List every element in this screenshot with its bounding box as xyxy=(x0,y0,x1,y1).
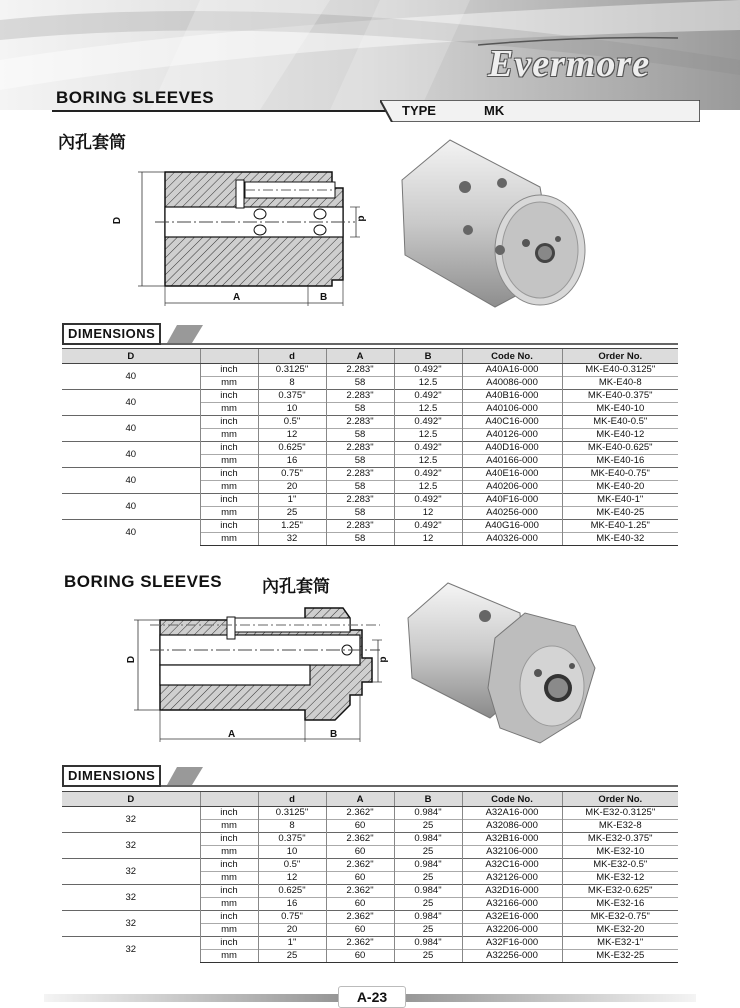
cell-d: 8 xyxy=(258,377,326,390)
page-title: BORING SLEEVES xyxy=(56,88,215,107)
table-header-row xyxy=(62,349,678,364)
cell-D: 32 xyxy=(62,807,200,833)
table-row xyxy=(62,807,678,820)
cell-A: 58 xyxy=(326,377,394,390)
cell-order: MK-E32-0.375" xyxy=(562,833,678,846)
table-row xyxy=(62,442,678,455)
cell-B: 0.492" xyxy=(394,494,462,507)
cell-unit: mm xyxy=(200,455,258,468)
cell-code: A32106-000 xyxy=(462,846,562,859)
cell-A: 58 xyxy=(326,455,394,468)
cell-B: 0.492" xyxy=(394,520,462,533)
cell-code: A40326-000 xyxy=(462,533,562,546)
cell-d: 1" xyxy=(258,494,326,507)
cell-order: MK-E40-32 xyxy=(562,533,678,546)
cell-B: 25 xyxy=(394,898,462,911)
table-row xyxy=(62,859,678,872)
cell-B: 25 xyxy=(394,820,462,833)
table-row xyxy=(62,390,678,403)
cell-order: MK-E40-16 xyxy=(562,455,678,468)
cell-code: A40F16-000 xyxy=(462,494,562,507)
cell-order: MK-E40-12 xyxy=(562,429,678,442)
cell-order: MK-E40-25 xyxy=(562,507,678,520)
table-row xyxy=(62,520,678,533)
cell-A: 60 xyxy=(326,924,394,937)
type-label: TYPE xyxy=(402,103,436,118)
dim-label-A-2: A xyxy=(228,729,236,740)
cell-B: 0.492" xyxy=(394,442,462,455)
table-row xyxy=(62,937,678,950)
cell-unit: mm xyxy=(200,872,258,885)
table-row xyxy=(62,364,678,377)
cell-B: 0.984" xyxy=(394,859,462,872)
cell-d: 0.75" xyxy=(258,468,326,481)
dimensions-table-1 xyxy=(62,348,678,546)
cell-d: 1" xyxy=(258,937,326,950)
cell-B: 12.5 xyxy=(394,455,462,468)
cell-D: 40 xyxy=(62,468,200,494)
cell-unit: inch xyxy=(200,364,258,377)
cell-A: 2.283" xyxy=(326,442,394,455)
cell-D: 40 xyxy=(62,364,200,390)
column-header: D xyxy=(62,792,200,807)
type-bar xyxy=(380,100,700,122)
cell-A: 58 xyxy=(326,481,394,494)
cell-d: 0.3125" xyxy=(258,364,326,377)
cell-d: 10 xyxy=(258,403,326,416)
cell-code: A40E16-000 xyxy=(462,468,562,481)
dimensions-label-2: DIMENSIONS xyxy=(62,765,161,787)
cell-order: MK-E32-0.75" xyxy=(562,911,678,924)
table-row xyxy=(62,468,678,481)
cell-A: 60 xyxy=(326,872,394,885)
column-header: d xyxy=(258,792,326,807)
cell-order: MK-E40-1" xyxy=(562,494,678,507)
cell-code: A32F16-000 xyxy=(462,937,562,950)
cell-A: 58 xyxy=(326,429,394,442)
cell-D: 40 xyxy=(62,494,200,520)
column-header: B xyxy=(394,349,462,364)
dim-label-d: d xyxy=(355,215,367,222)
cell-unit: inch xyxy=(200,833,258,846)
cell-D: 40 xyxy=(62,390,200,416)
column-header: A xyxy=(326,792,394,807)
cell-order: MK-E40-0.625" xyxy=(562,442,678,455)
cell-code: A40086-000 xyxy=(462,377,562,390)
cell-A: 2.283" xyxy=(326,390,394,403)
cell-B: 0.984" xyxy=(394,937,462,950)
column-header: Order No. xyxy=(562,349,678,364)
column-header: Code No. xyxy=(462,792,562,807)
cell-code: A40B16-000 xyxy=(462,390,562,403)
cell-order: MK-E32-20 xyxy=(562,924,678,937)
cell-unit: inch xyxy=(200,807,258,820)
cell-unit: inch xyxy=(200,390,258,403)
cell-order: MK-E32-10 xyxy=(562,846,678,859)
cell-d: 16 xyxy=(258,455,326,468)
cell-d: 0.3125" xyxy=(258,807,326,820)
cell-B: 12 xyxy=(394,507,462,520)
cell-order: MK-E32-25 xyxy=(562,950,678,963)
cell-d: 0.5" xyxy=(258,859,326,872)
cell-code: A32206-000 xyxy=(462,924,562,937)
cell-unit: mm xyxy=(200,950,258,963)
cell-B: 0.984" xyxy=(394,833,462,846)
cell-unit: mm xyxy=(200,533,258,546)
cell-unit: mm xyxy=(200,820,258,833)
column-header xyxy=(200,349,258,364)
cell-B: 0.984" xyxy=(394,885,462,898)
cell-B: 25 xyxy=(394,950,462,963)
cell-code: A40126-000 xyxy=(462,429,562,442)
cell-unit: mm xyxy=(200,429,258,442)
cell-code: A32256-000 xyxy=(462,950,562,963)
cell-order: MK-E32-0.5" xyxy=(562,859,678,872)
sleeve-3d-image-1 xyxy=(390,125,590,315)
cell-order: MK-E40-20 xyxy=(562,481,678,494)
cell-B: 0.984" xyxy=(394,807,462,820)
cell-d: 0.375" xyxy=(258,390,326,403)
cell-D: 40 xyxy=(62,416,200,442)
cell-A: 2.283" xyxy=(326,494,394,507)
type-value: MK xyxy=(484,103,505,118)
cell-B: 12 xyxy=(394,533,462,546)
column-header: B xyxy=(394,792,462,807)
dimensions-tab-2 xyxy=(62,765,678,787)
cell-A: 2.362" xyxy=(326,833,394,846)
cell-code: A32166-000 xyxy=(462,898,562,911)
dimensions-label: DIMENSIONS xyxy=(62,323,161,345)
table-row xyxy=(62,911,678,924)
cell-B: 0.492" xyxy=(394,468,462,481)
cell-order: MK-E40-1.25" xyxy=(562,520,678,533)
cell-A: 58 xyxy=(326,403,394,416)
cell-order: MK-E40-8 xyxy=(562,377,678,390)
cell-B: 0.984" xyxy=(394,911,462,924)
cell-A: 2.283" xyxy=(326,364,394,377)
cell-code: A32E16-000 xyxy=(462,911,562,924)
cell-A: 2.362" xyxy=(326,885,394,898)
cell-d: 1.25" xyxy=(258,520,326,533)
cell-order: MK-E32-1" xyxy=(562,937,678,950)
page-number: A-23 xyxy=(338,986,406,1008)
cell-B: 25 xyxy=(394,846,462,859)
cell-A: 58 xyxy=(326,533,394,546)
cell-order: MK-E32-12 xyxy=(562,872,678,885)
cell-order: MK-E40-0.375" xyxy=(562,390,678,403)
cell-unit: inch xyxy=(200,442,258,455)
cell-code: A32086-000 xyxy=(462,820,562,833)
cell-unit: inch xyxy=(200,885,258,898)
cell-unit: inch xyxy=(200,416,258,429)
cell-unit: inch xyxy=(200,937,258,950)
cell-code: A40D16-000 xyxy=(462,442,562,455)
cell-A: 2.283" xyxy=(326,416,394,429)
cell-D: 32 xyxy=(62,859,200,885)
cell-unit: inch xyxy=(200,468,258,481)
column-header: Code No. xyxy=(462,349,562,364)
cell-unit: mm xyxy=(200,377,258,390)
cell-d: 0.625" xyxy=(258,885,326,898)
cell-A: 2.283" xyxy=(326,468,394,481)
table-row xyxy=(62,494,678,507)
cell-d: 25 xyxy=(258,507,326,520)
cell-B: 0.492" xyxy=(394,416,462,429)
cell-code: A32B16-000 xyxy=(462,833,562,846)
cell-D: 40 xyxy=(62,520,200,546)
column-header: d xyxy=(258,349,326,364)
cell-code: A32126-000 xyxy=(462,872,562,885)
cell-order: MK-E32-0.625" xyxy=(562,885,678,898)
cell-A: 2.283" xyxy=(326,520,394,533)
column-header: Order No. xyxy=(562,792,678,807)
cell-A: 60 xyxy=(326,846,394,859)
cell-B: 12.5 xyxy=(394,481,462,494)
cell-code: A32C16-000 xyxy=(462,859,562,872)
table-row xyxy=(62,885,678,898)
brand-logo: Evermore xyxy=(488,43,651,85)
cell-B: 0.492" xyxy=(394,390,462,403)
cell-d: 0.5" xyxy=(258,416,326,429)
cell-unit: mm xyxy=(200,481,258,494)
chinese-title: 內孔套筒 xyxy=(58,133,126,152)
cell-code: A32A16-000 xyxy=(462,807,562,820)
cell-unit: inch xyxy=(200,494,258,507)
cell-B: 12.5 xyxy=(394,377,462,390)
cell-d: 16 xyxy=(258,898,326,911)
dimensions-table-2 xyxy=(62,791,678,963)
cell-A: 2.362" xyxy=(326,807,394,820)
sleeve-section-drawing-1 xyxy=(110,160,380,310)
cell-A: 60 xyxy=(326,950,394,963)
cell-code: A40106-000 xyxy=(462,403,562,416)
cell-d: 20 xyxy=(258,924,326,937)
cell-code: A40206-000 xyxy=(462,481,562,494)
cell-d: 25 xyxy=(258,950,326,963)
cell-unit: inch xyxy=(200,911,258,924)
cell-order: MK-E32-16 xyxy=(562,898,678,911)
sleeve-section-drawing-2 xyxy=(110,600,390,750)
cell-A: 2.362" xyxy=(326,937,394,950)
cell-unit: inch xyxy=(200,520,258,533)
dim-label-B-2: B xyxy=(330,729,338,740)
section-title-2: BORING SLEEVES xyxy=(64,572,223,591)
cell-code: A40A16-000 xyxy=(462,364,562,377)
table-header-row xyxy=(62,792,678,807)
cell-A: 2.362" xyxy=(326,859,394,872)
cell-unit: mm xyxy=(200,507,258,520)
cell-order: MK-E40-0.5" xyxy=(562,416,678,429)
dim-label-d-2: d xyxy=(377,656,389,663)
cell-d: 20 xyxy=(258,481,326,494)
dimensions-tab-1 xyxy=(62,323,678,345)
cell-A: 58 xyxy=(326,507,394,520)
cell-code: A40C16-000 xyxy=(462,416,562,429)
column-header xyxy=(200,792,258,807)
cell-order: MK-E40-0.75" xyxy=(562,468,678,481)
cell-unit: mm xyxy=(200,898,258,911)
cell-d: 0.75" xyxy=(258,911,326,924)
cell-A: 60 xyxy=(326,898,394,911)
cell-order: MK-E40-0.3125" xyxy=(562,364,678,377)
dim-label-A: A xyxy=(233,292,241,303)
cell-B: 12.5 xyxy=(394,403,462,416)
dim-label-B: B xyxy=(320,292,328,303)
cell-order: MK-E32-0.3125" xyxy=(562,807,678,820)
cell-unit: mm xyxy=(200,924,258,937)
cell-d: 12 xyxy=(258,872,326,885)
cell-unit: mm xyxy=(200,846,258,859)
dim-label-D-2: D xyxy=(126,655,138,664)
cell-code: A32D16-000 xyxy=(462,885,562,898)
dim-label-D: D xyxy=(112,216,124,225)
table-row xyxy=(62,833,678,846)
table-row xyxy=(62,416,678,429)
cell-D: 32 xyxy=(62,885,200,911)
cell-order: MK-E32-8 xyxy=(562,820,678,833)
cell-d: 10 xyxy=(258,846,326,859)
cell-D: 32 xyxy=(62,911,200,937)
cell-B: 25 xyxy=(394,924,462,937)
sleeve-3d-image-2 xyxy=(400,578,600,748)
cell-B: 0.492" xyxy=(394,364,462,377)
section-chinese-title-2: 內孔套筒 xyxy=(262,577,330,596)
cell-D: 40 xyxy=(62,442,200,468)
cell-B: 12.5 xyxy=(394,429,462,442)
cell-d: 8 xyxy=(258,820,326,833)
cell-order: MK-E40-10 xyxy=(562,403,678,416)
cell-d: 0.625" xyxy=(258,442,326,455)
cell-A: 2.362" xyxy=(326,911,394,924)
cell-D: 32 xyxy=(62,833,200,859)
cell-d: 32 xyxy=(258,533,326,546)
cell-B: 25 xyxy=(394,872,462,885)
cell-d: 12 xyxy=(258,429,326,442)
cell-d: 0.375" xyxy=(258,833,326,846)
cell-unit: mm xyxy=(200,403,258,416)
cell-code: A40256-000 xyxy=(462,507,562,520)
cell-code: A40G16-000 xyxy=(462,520,562,533)
column-header: D xyxy=(62,349,200,364)
cell-D: 32 xyxy=(62,937,200,963)
cell-code: A40166-000 xyxy=(462,455,562,468)
column-header: A xyxy=(326,349,394,364)
cell-unit: inch xyxy=(200,859,258,872)
cell-A: 60 xyxy=(326,820,394,833)
